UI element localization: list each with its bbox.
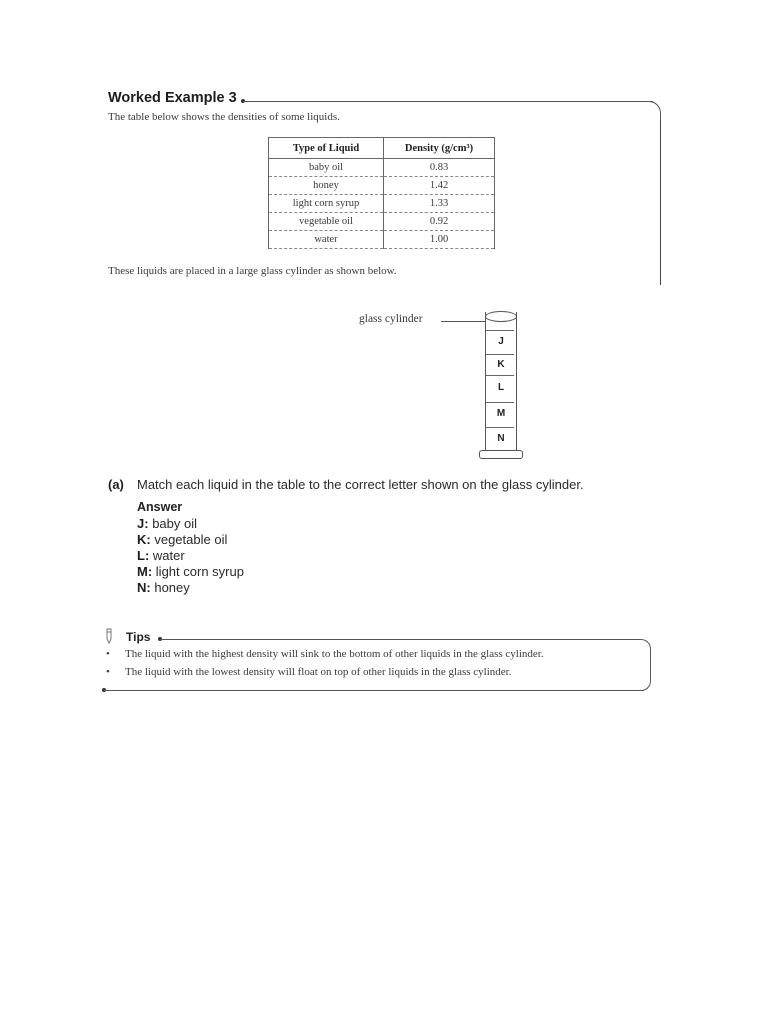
layer-letter-l: L	[497, 382, 505, 393]
density-table	[268, 137, 495, 249]
answer-letter: J:	[137, 516, 149, 531]
layer-letter-m: M	[496, 408, 506, 419]
density-cell: 0.92	[384, 213, 495, 231]
cylinder-label-leader	[441, 321, 485, 322]
worked-example-title: Worked Example 3	[108, 90, 237, 106]
table-row	[269, 231, 495, 249]
question-number: (a)	[108, 477, 124, 492]
answer-item	[137, 564, 244, 579]
answer-liquid: vegetable oil	[154, 532, 228, 547]
layer-letter-k: K	[497, 359, 505, 370]
column-header-density: Density (g/cm³)	[384, 138, 495, 159]
layer-letter-j: J	[498, 336, 504, 347]
density-cell: 1.00	[384, 231, 495, 249]
density-cell: 1.33	[384, 195, 495, 213]
answer-letter: L:	[137, 548, 150, 563]
cylinder-intro-text: These liquids are placed in a large glass cylinder as shown below.	[108, 265, 397, 277]
table-row	[269, 177, 495, 195]
answer-item	[137, 580, 190, 595]
layer-letter-n: N	[497, 433, 505, 444]
layer-divider	[486, 354, 514, 355]
answer-item	[137, 516, 197, 531]
liquid-cell: vegetable oil	[269, 213, 384, 231]
liquid-cell: honey	[269, 177, 384, 195]
layer-divider	[486, 330, 514, 331]
answer-letter: M:	[137, 564, 153, 579]
answer-liquid: baby oil	[152, 516, 197, 531]
answer-heading: Answer	[137, 500, 183, 514]
answer-liquid: light corn syrup	[155, 564, 244, 579]
tips-rule-corner	[630, 639, 651, 658]
heading-rule	[243, 101, 653, 102]
layer-divider	[486, 375, 514, 376]
liquid-cell: light corn syrup	[269, 195, 384, 213]
answer-item	[137, 532, 227, 547]
bullet-icon: •	[106, 648, 110, 660]
question-text: Match each liquid in the table to the correct letter shown on the glass cylinder.	[137, 477, 584, 492]
worked-example-intro: The table below shows the densities of some liquids.	[108, 111, 340, 123]
table-row	[269, 213, 495, 231]
tips-bottom-corner	[630, 675, 651, 691]
answer-letter: K:	[137, 532, 151, 547]
answer-letter: N:	[137, 580, 151, 595]
answer-liquid: water	[152, 548, 185, 563]
cylinder-rim	[485, 311, 517, 322]
tips-rule	[160, 639, 640, 640]
tip-item	[106, 648, 544, 660]
tip-text: The liquid with the lowest density will float on top of other liquids in the glass cylinder.	[125, 666, 512, 678]
table-row	[269, 159, 495, 177]
tips-bottom-rule	[104, 690, 644, 691]
column-header-liquid: Type of Liquid	[269, 138, 384, 159]
tips-title: Tips	[126, 630, 151, 644]
table-row	[269, 195, 495, 213]
answer-item	[137, 548, 185, 563]
pencil-icon	[104, 628, 114, 647]
density-cell: 1.42	[384, 177, 495, 195]
tip-text: The liquid with the highest density will sink to the bottom of other liquids in the glass cylinder.	[125, 648, 544, 660]
density-cell: 0.83	[384, 159, 495, 177]
liquid-cell: water	[269, 231, 384, 249]
layer-divider	[486, 427, 514, 428]
cylinder-base	[479, 450, 523, 459]
bullet-icon: •	[106, 666, 110, 678]
heading-side-border	[660, 120, 661, 285]
answer-liquid: honey	[154, 580, 190, 595]
layer-divider	[486, 402, 514, 403]
heading-rule-corner	[640, 101, 661, 122]
cylinder-label: glass cylinder	[359, 313, 423, 325]
table-header-row	[269, 138, 495, 159]
tip-item	[106, 666, 511, 678]
liquid-cell: baby oil	[269, 159, 384, 177]
